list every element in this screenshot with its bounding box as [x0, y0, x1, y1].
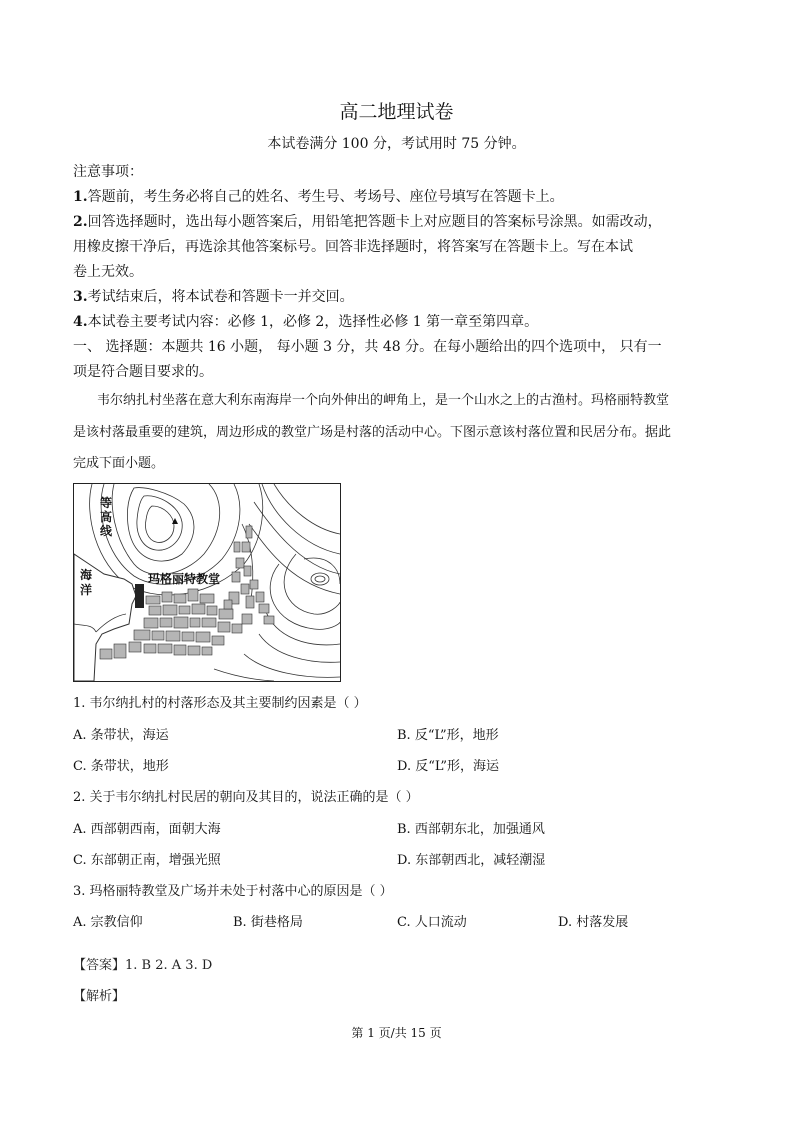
question-1-stem: 1. 韦尔纳扎村的村落形态及其主要制约因素是（ ） — [73, 696, 367, 711]
note-item-2-cont: 卷上无效。 — [73, 264, 143, 280]
sea-label-char: 洋 — [80, 583, 93, 597]
contour-label-char: 等 — [100, 496, 113, 510]
answer-values: 1. B 2. A 3. D — [125, 958, 213, 973]
church-building — [135, 584, 144, 608]
note-item-1 — [73, 185, 564, 210]
note-number: 3. — [73, 289, 88, 305]
note-number: 1. — [73, 189, 88, 205]
exam-info: 本试卷满分 100 分，考试用时 75 分钟。 — [267, 136, 526, 152]
page-footer: 第 1 页/共 15 页 — [351, 1026, 442, 1040]
passage-line: 韦尔纳扎村坐落在意大利东南海岸一个向外伸出的岬角上，是一个山水之上的古渔村。玛格丽特教堂 — [97, 393, 670, 408]
note-text: 考试结束后，将本试卷和答题卡一并交回。 — [87, 289, 354, 305]
question-3-option-d: D. 村落发展 — [558, 915, 629, 930]
question-1-option-b: B. 反“L”形，地形 — [397, 728, 499, 743]
village-map — [73, 483, 341, 682]
question-2-option-c: C. 东部朝正南，增强光照 — [73, 853, 221, 868]
question-3-option-a: A. 宗教信仰 — [73, 915, 143, 930]
sea-label-char: 海 — [80, 568, 93, 582]
contour-label-char: 高 — [100, 510, 113, 524]
analysis-label: 【解析】 — [73, 989, 126, 1004]
question-1-option-c: C. 条带状，地形 — [73, 759, 169, 774]
note-item-4 — [73, 310, 538, 335]
question-1-option-d: D. 反“L”形，海运 — [397, 759, 500, 774]
contour-label — [100, 496, 112, 538]
question-3-stem: 3. 玛格丽特教堂及广场并未处于村落中心的原因是（ ） — [73, 884, 393, 899]
note-text: 本试卷主要考试内容：必修 1，必修 2，选择性必修 1 第一章至第四章。 — [87, 314, 539, 330]
notes-heading: 注意事项： — [73, 164, 143, 180]
answer-line — [73, 954, 212, 973]
question-2-option-b: B. 西部朝东北，加强通风 — [397, 822, 545, 837]
contour-label-char: 线 — [100, 524, 113, 538]
question-2-option-a: A. 西部朝西南，面朝大海 — [73, 822, 221, 837]
section-heading: 一、 选择题：本题共 16 小题， 每小题 3 分，共 48 分。在每小题给出的四个选项中， 只有一 — [73, 339, 662, 355]
note-item-2-cont: 用橡皮擦干净后，再选涂其他答案标号。回答非选择题时，将答案写在答题卡上。写在本试 — [73, 239, 633, 255]
passage-line: 是该村落最重要的建筑，周边形成的教堂广场是村落的活动中心。下图示意该村落位置和民居分布。据此 — [73, 425, 672, 440]
note-text: 答题前，考生务必将自己的姓名、考生号、考场号、座位号填写在答题卡上。 — [87, 189, 564, 205]
sea-label — [80, 568, 92, 598]
answer-label: 【答案】 — [73, 958, 126, 973]
church-label: 玛格丽特教堂 — [148, 572, 221, 586]
question-3-option-b: B. 街巷格局 — [233, 915, 303, 930]
note-item-3 — [73, 285, 354, 310]
note-number: 2. — [73, 214, 88, 230]
page-title: 高二地理试卷 — [339, 101, 454, 123]
passage-line: 完成下面小题。 — [73, 456, 165, 471]
question-2-option-d: D. 东部朝西北，减轻潮湿 — [397, 853, 546, 868]
note-number: 4. — [73, 314, 88, 330]
section-heading-cont: 项是符合题目要求的。 — [73, 364, 213, 380]
question-2-stem: 2. 关于韦尔纳扎村民居的朝向及其目的，说法正确的是（ ） — [73, 790, 419, 805]
question-3-option-c: C. 人口流动 — [397, 915, 467, 930]
note-item-2 — [73, 210, 662, 235]
note-text: 回答选择题时，选出每小题答案后，用铅笔把答题卡上对应题目的答案标号涂黑。如需改动， — [87, 214, 662, 230]
question-1-option-a: A. 条带状，海运 — [73, 728, 169, 743]
